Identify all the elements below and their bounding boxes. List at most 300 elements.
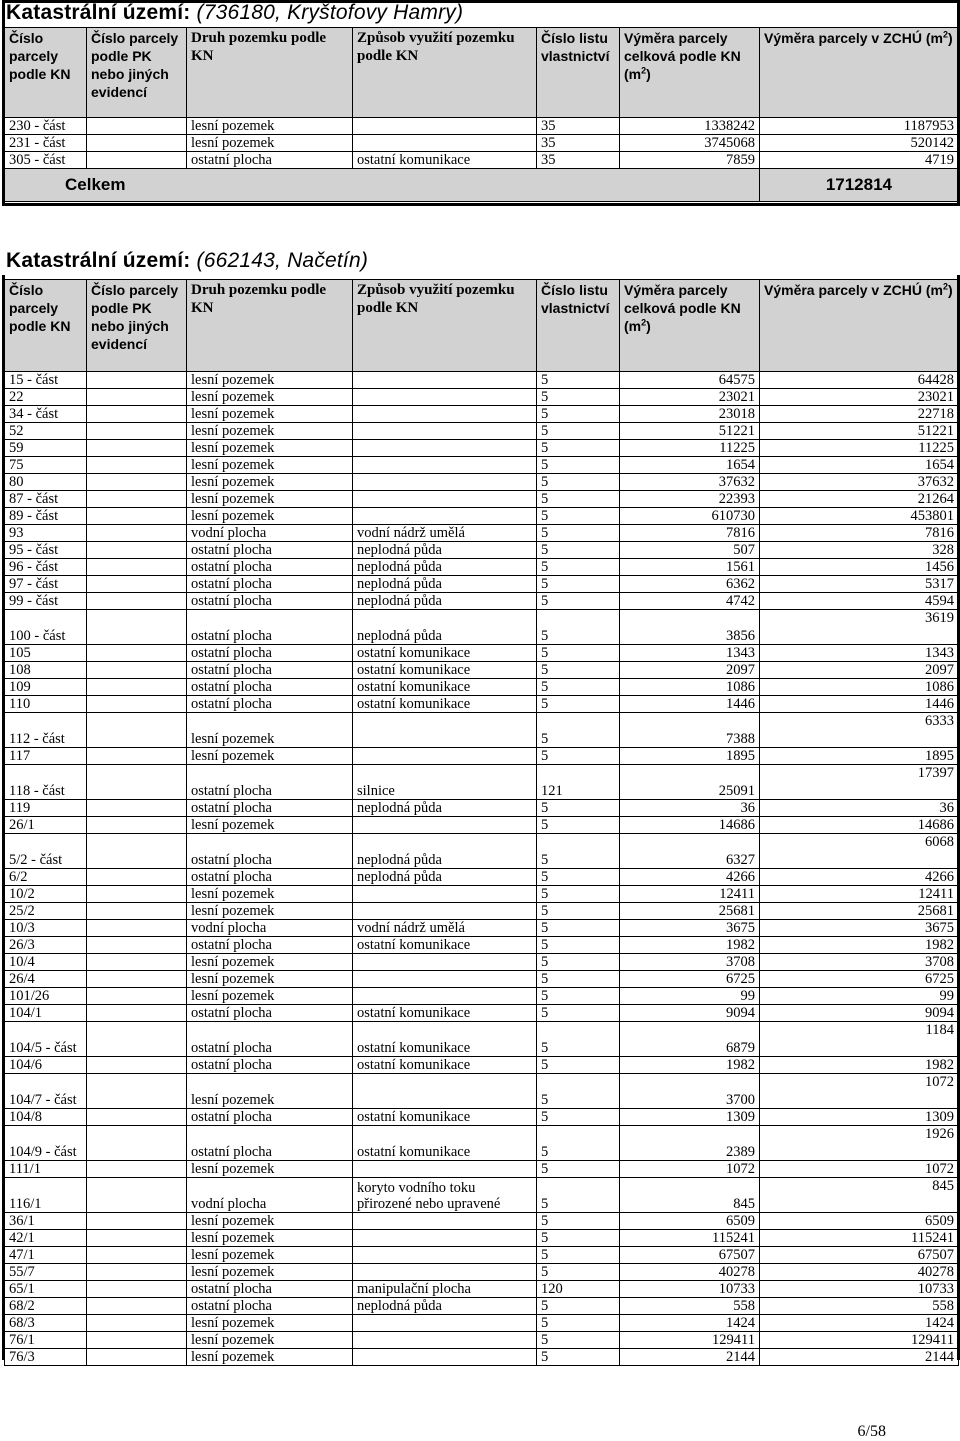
cell-col-area-total: 40278 (620, 1264, 760, 1281)
cell-col-land-type: ostatní plocha (187, 1005, 353, 1022)
cell-col-parcel-pk (87, 748, 187, 765)
cell-col-parcel-pk (87, 491, 187, 508)
cell-col-area-zchu: 6068 (760, 834, 959, 869)
cell-col-area-zchu: 17397 (760, 765, 959, 800)
cell-col-land-use: ostatní komunikace (353, 1126, 537, 1161)
table-row (5, 903, 959, 920)
cell-col-ownership-sheet: 5 (537, 988, 620, 1005)
cell-col-ownership-sheet: 5 (537, 389, 620, 406)
cell-col-parcel-kn: 230 - část (5, 118, 87, 135)
cell-col-land-type: lesní pozemek (187, 118, 353, 135)
cell-col-ownership-sheet: 35 (537, 118, 620, 135)
cell-col-parcel-pk (87, 679, 187, 696)
cell-col-land-type: lesní pozemek (187, 491, 353, 508)
cell-col-land-type: lesní pozemek (187, 713, 353, 748)
cell-col-parcel-pk (87, 508, 187, 525)
table-row (5, 765, 959, 800)
cell-col-parcel-pk (87, 389, 187, 406)
cell-col-ownership-sheet: 5 (537, 1109, 620, 1126)
cell-col-parcel-kn: 89 - část (5, 508, 87, 525)
cell-col-land-type: ostatní plocha (187, 662, 353, 679)
cell-col-land-type: lesní pozemek (187, 423, 353, 440)
cell-col-parcel-kn: 34 - část (5, 406, 87, 423)
cell-col-area-zchu: 558 (760, 1298, 959, 1315)
cell-col-land-use (353, 713, 537, 748)
cell-col-area-total: 12411 (620, 886, 760, 903)
table-row (5, 748, 959, 765)
cell-col-parcel-kn: 109 (5, 679, 87, 696)
table-row (5, 135, 959, 152)
cell-col-land-use (353, 903, 537, 920)
cell-col-parcel-kn: 99 - část (5, 593, 87, 610)
cell-col-area-total: 14686 (620, 817, 760, 834)
cell-col-parcel-pk (87, 1178, 187, 1213)
cell-col-land-use (353, 406, 537, 423)
cell-col-land-use (353, 372, 537, 389)
table-row (5, 1057, 959, 1074)
cell-col-area-zchu: 1343 (760, 645, 959, 662)
cell-col-land-use: neplodná půda (353, 869, 537, 886)
cell-col-area-total: 3700 (620, 1074, 760, 1109)
cell-col-land-type: ostatní plocha (187, 800, 353, 817)
cell-col-area-total: 115241 (620, 1230, 760, 1247)
cell-col-parcel-kn: 6/2 (5, 869, 87, 886)
section-1-table-header (5, 28, 959, 118)
cell-col-parcel-pk (87, 1126, 187, 1161)
table-row (5, 1247, 959, 1264)
cell-col-ownership-sheet: 120 (537, 1281, 620, 1298)
cell-col-area-total: 64575 (620, 372, 760, 389)
table-row (5, 1126, 959, 1161)
cell-col-parcel-kn: 87 - část (5, 491, 87, 508)
cell-col-area-total: 23021 (620, 389, 760, 406)
cell-col-ownership-sheet: 5 (537, 610, 620, 645)
cell-col-parcel-pk (87, 1213, 187, 1230)
cell-col-area-zchu: 328 (760, 542, 959, 559)
cell-col-area-total: 36 (620, 800, 760, 817)
cell-col-ownership-sheet: 5 (537, 920, 620, 937)
cell-col-land-type: lesní pozemek (187, 1213, 353, 1230)
header-col-parcel-kn: Číslo parcely podle KN (5, 280, 87, 372)
cell-col-area-zchu: 4266 (760, 869, 959, 886)
cell-col-land-use (353, 423, 537, 440)
cell-col-parcel-kn: 10/2 (5, 886, 87, 903)
cell-col-area-zchu: 22718 (760, 406, 959, 423)
cell-col-area-zchu: 12411 (760, 886, 959, 903)
cell-col-parcel-kn: 116/1 (5, 1178, 87, 1213)
cell-col-area-total: 6362 (620, 576, 760, 593)
cell-col-ownership-sheet: 5 (537, 1264, 620, 1281)
cell-col-land-use: ostatní komunikace (353, 152, 537, 169)
cell-col-ownership-sheet: 5 (537, 1005, 620, 1022)
cell-col-area-zchu: 1456 (760, 559, 959, 576)
cell-col-land-use (353, 1247, 537, 1264)
cell-col-area-zchu: 1187953 (760, 118, 959, 135)
cell-col-area-zchu: 115241 (760, 1230, 959, 1247)
table-row (5, 1349, 959, 1366)
cell-col-area-zchu: 14686 (760, 817, 959, 834)
cell-col-area-total: 507 (620, 542, 760, 559)
cell-col-parcel-pk (87, 1230, 187, 1247)
cell-col-parcel-pk (87, 662, 187, 679)
cell-col-land-type: ostatní plocha (187, 1057, 353, 1074)
cell-col-parcel-kn: 47/1 (5, 1247, 87, 1264)
cell-col-parcel-pk (87, 988, 187, 1005)
cell-col-ownership-sheet: 5 (537, 662, 620, 679)
cell-col-parcel-kn: 10/3 (5, 920, 87, 937)
table-row (5, 869, 959, 886)
cell-col-land-use (353, 817, 537, 834)
cell-col-area-zchu: 37632 (760, 474, 959, 491)
cell-col-land-type: lesní pozemek (187, 1074, 353, 1109)
cell-col-parcel-pk (87, 1298, 187, 1315)
cell-col-land-type: ostatní plocha (187, 765, 353, 800)
header-col-land-use: Způsob využití pozemku podle KN (353, 28, 537, 118)
cell-col-parcel-kn: 117 (5, 748, 87, 765)
cell-col-area-total: 1338242 (620, 118, 760, 135)
cell-col-land-type: ostatní plocha (187, 937, 353, 954)
cell-col-land-use: ostatní komunikace (353, 937, 537, 954)
cell-col-land-use: neplodná půda (353, 542, 537, 559)
table-row (5, 1005, 959, 1022)
cell-col-area-zchu: 11225 (760, 440, 959, 457)
cell-col-ownership-sheet: 5 (537, 971, 620, 988)
cell-col-land-type: vodní plocha (187, 920, 353, 937)
cell-col-area-total: 1982 (620, 937, 760, 954)
cell-col-parcel-kn: 118 - část (5, 765, 87, 800)
cell-col-area-zchu: 6725 (760, 971, 959, 988)
table-row (5, 834, 959, 869)
table-row (5, 988, 959, 1005)
table-row (5, 491, 959, 508)
cell-col-land-type: lesní pozemek (187, 971, 353, 988)
table-row (5, 1022, 959, 1057)
cell-col-land-use (353, 1332, 537, 1349)
cell-col-land-type: lesní pozemek (187, 886, 353, 903)
cell-col-parcel-kn: 110 (5, 696, 87, 713)
cell-col-ownership-sheet: 5 (537, 474, 620, 491)
cell-col-land-use: neplodná půda (353, 610, 537, 645)
cell-col-land-type: ostatní plocha (187, 679, 353, 696)
cell-col-area-total: 22393 (620, 491, 760, 508)
cell-col-land-use: neplodná půda (353, 576, 537, 593)
cell-col-parcel-kn: 26/1 (5, 817, 87, 834)
cell-col-land-use (353, 118, 537, 135)
cell-col-parcel-pk (87, 1332, 187, 1349)
cell-col-land-use (353, 988, 537, 1005)
table-row (5, 118, 959, 135)
header-row (5, 28, 959, 118)
cell-col-area-zchu: 36 (760, 800, 959, 817)
cell-col-parcel-kn: 15 - část (5, 372, 87, 389)
cell-col-parcel-pk (87, 542, 187, 559)
cell-col-area-zchu: 10733 (760, 1281, 959, 1298)
cell-col-area-zchu: 3675 (760, 920, 959, 937)
cell-col-parcel-pk (87, 1161, 187, 1178)
cell-col-ownership-sheet: 5 (537, 542, 620, 559)
cell-col-parcel-pk (87, 593, 187, 610)
cell-col-parcel-kn: 104/6 (5, 1057, 87, 1074)
cell-col-area-zchu: 1072 (760, 1074, 959, 1109)
cell-col-area-total: 2144 (620, 1349, 760, 1366)
table-row (5, 696, 959, 713)
cell-col-ownership-sheet: 5 (537, 1332, 620, 1349)
cell-col-area-total: 9094 (620, 1005, 760, 1022)
table-row (5, 406, 959, 423)
cell-col-area-zchu: 3708 (760, 954, 959, 971)
table-row (5, 372, 959, 389)
cell-col-ownership-sheet: 5 (537, 1213, 620, 1230)
cell-col-ownership-sheet: 5 (537, 1315, 620, 1332)
cell-col-area-zchu: 1926 (760, 1126, 959, 1161)
section-1-title-prefix: Katastrální území: (6, 1, 191, 24)
table-row (5, 1074, 959, 1109)
cell-col-parcel-kn: 22 (5, 389, 87, 406)
cell-col-parcel-kn: 104/1 (5, 1005, 87, 1022)
cell-col-land-use: ostatní komunikace (353, 1109, 537, 1126)
cell-col-land-type: lesní pozemek (187, 440, 353, 457)
cell-col-land-type: lesní pozemek (187, 372, 353, 389)
cell-col-land-use (353, 1213, 537, 1230)
cell-col-area-zchu: 1072 (760, 1161, 959, 1178)
cell-col-ownership-sheet: 5 (537, 1022, 620, 1057)
cell-col-parcel-pk (87, 525, 187, 542)
cell-col-parcel-pk (87, 1247, 187, 1264)
cell-col-land-use (353, 389, 537, 406)
cell-col-parcel-pk (87, 713, 187, 748)
table-row (5, 1178, 959, 1213)
cell-col-area-total: 6725 (620, 971, 760, 988)
cell-col-land-type: ostatní plocha (187, 1126, 353, 1161)
table-row (5, 440, 959, 457)
table-row (5, 817, 959, 834)
cell-col-ownership-sheet: 5 (537, 954, 620, 971)
table-row (5, 800, 959, 817)
cell-col-area-total: 23018 (620, 406, 760, 423)
cell-col-parcel-pk (87, 937, 187, 954)
cell-col-land-type: lesní pozemek (187, 1230, 353, 1247)
cell-col-parcel-kn: 97 - část (5, 576, 87, 593)
cell-col-area-total: 11225 (620, 440, 760, 457)
cell-col-land-type: lesní pozemek (187, 1264, 353, 1281)
cell-col-land-use: ostatní komunikace (353, 679, 537, 696)
cell-col-area-zchu: 520142 (760, 135, 959, 152)
cell-col-parcel-pk (87, 1074, 187, 1109)
cell-col-parcel-kn: 108 (5, 662, 87, 679)
cell-col-ownership-sheet: 5 (537, 576, 620, 593)
cell-col-parcel-kn: 26/3 (5, 937, 87, 954)
cell-col-parcel-pk (87, 920, 187, 937)
header-col-land-type: Druh pozemku podle KN (187, 28, 353, 118)
cell-col-parcel-kn: 68/2 (5, 1298, 87, 1315)
cell-col-parcel-kn: 105 (5, 645, 87, 662)
table-row (5, 662, 959, 679)
cell-col-ownership-sheet: 5 (537, 457, 620, 474)
cell-col-land-type: ostatní plocha (187, 869, 353, 886)
cell-col-land-use: silnice (353, 765, 537, 800)
cell-col-area-zchu: 4594 (760, 593, 959, 610)
section-2-title (6, 249, 368, 273)
cell-col-ownership-sheet: 5 (537, 1057, 620, 1074)
cell-col-area-zchu: 1895 (760, 748, 959, 765)
cell-col-land-type: ostatní plocha (187, 1281, 353, 1298)
cell-col-land-use: vodní nádrž umělá (353, 525, 537, 542)
table-row (5, 1332, 959, 1349)
cell-col-area-total: 6879 (620, 1022, 760, 1057)
cell-col-ownership-sheet: 5 (537, 1298, 620, 1315)
cell-col-area-total: 3675 (620, 920, 760, 937)
cell-col-area-total: 37632 (620, 474, 760, 491)
cell-col-land-type: ostatní plocha (187, 645, 353, 662)
cell-col-land-use (353, 1161, 537, 1178)
cell-col-land-use (353, 1264, 537, 1281)
cell-col-parcel-pk (87, 971, 187, 988)
cell-col-area-zchu: 1086 (760, 679, 959, 696)
table-row (5, 389, 959, 406)
cell-col-land-type: lesní pozemek (187, 748, 353, 765)
table-row (5, 593, 959, 610)
cell-col-ownership-sheet: 5 (537, 525, 620, 542)
cell-col-parcel-pk (87, 834, 187, 869)
cell-col-parcel-kn: 42/1 (5, 1230, 87, 1247)
table-row (5, 457, 959, 474)
cell-col-area-zchu: 1184 (760, 1022, 959, 1057)
cell-col-area-zchu: 1446 (760, 696, 959, 713)
cell-col-land-type: ostatní plocha (187, 1298, 353, 1315)
table-row (5, 1281, 959, 1298)
cell-col-area-zchu: 1424 (760, 1315, 959, 1332)
cell-col-land-use (353, 1230, 537, 1247)
cell-col-parcel-pk (87, 559, 187, 576)
cell-col-land-use: ostatní komunikace (353, 696, 537, 713)
cell-col-land-type: lesní pozemek (187, 1247, 353, 1264)
cell-col-parcel-pk (87, 372, 187, 389)
cell-col-parcel-pk (87, 765, 187, 800)
cell-col-parcel-pk (87, 869, 187, 886)
cell-col-parcel-kn: 100 - část (5, 610, 87, 645)
cell-col-area-zchu: 7816 (760, 525, 959, 542)
cell-col-parcel-pk (87, 406, 187, 423)
cell-col-land-use (353, 954, 537, 971)
header-col-ownership-sheet: Číslo listu vlastnictví (537, 28, 620, 118)
cell-col-ownership-sheet: 121 (537, 765, 620, 800)
cell-col-area-zchu: 1309 (760, 1109, 959, 1126)
header-col-area-total: Výměra parcely celková podle KN $(m^2)$ (620, 280, 760, 372)
table-row (5, 152, 959, 169)
cell-col-area-total: 1086 (620, 679, 760, 696)
cell-col-land-type: ostatní plocha (187, 1109, 353, 1126)
cell-col-land-type: lesní pozemek (187, 406, 353, 423)
cell-col-parcel-pk (87, 1109, 187, 1126)
cell-col-parcel-kn: 95 - část (5, 542, 87, 559)
table-row (5, 474, 959, 491)
cell-col-parcel-pk (87, 152, 187, 169)
cell-col-land-type: ostatní plocha (187, 834, 353, 869)
cell-col-parcel-pk (87, 1281, 187, 1298)
cell-col-area-zchu: 2144 (760, 1349, 959, 1366)
cell-col-parcel-kn: 5/2 - část (5, 834, 87, 869)
cell-col-area-zchu: 25681 (760, 903, 959, 920)
cell-col-area-zchu: 5317 (760, 576, 959, 593)
cell-col-ownership-sheet: 5 (537, 1230, 620, 1247)
cell-col-area-total: 7859 (620, 152, 760, 169)
table-row (5, 971, 959, 988)
cell-col-land-use: koryto vodního toku přirozené nebo upravené (353, 1178, 537, 1213)
header-col-parcel-kn: Číslo parcely podle KN (5, 28, 87, 118)
table-row (5, 576, 959, 593)
cell-col-ownership-sheet: 5 (537, 423, 620, 440)
cell-col-land-use (353, 491, 537, 508)
table-row (5, 559, 959, 576)
cell-col-area-total: 1343 (620, 645, 760, 662)
cell-col-parcel-kn: 231 - část (5, 135, 87, 152)
cell-col-area-total: 1895 (620, 748, 760, 765)
cell-col-ownership-sheet: 5 (537, 406, 620, 423)
header-col-ownership-sheet: Číslo listu vlastnictví (537, 280, 620, 372)
cell-col-parcel-pk (87, 696, 187, 713)
cell-col-parcel-kn: 93 (5, 525, 87, 542)
cell-col-area-zchu: 23021 (760, 389, 959, 406)
header-col-land-use: Způsob využití pozemku podle KN (353, 280, 537, 372)
cell-col-area-zchu: 1654 (760, 457, 959, 474)
cell-col-parcel-pk (87, 886, 187, 903)
cell-col-parcel-pk (87, 800, 187, 817)
cell-col-land-use: neplodná půda (353, 834, 537, 869)
cell-col-area-total: 1072 (620, 1161, 760, 1178)
header-col-land-type: Druh pozemku podle KN (187, 280, 353, 372)
cell-col-land-use: ostatní komunikace (353, 662, 537, 679)
cell-col-ownership-sheet: 5 (537, 869, 620, 886)
cell-col-land-use: neplodná půda (353, 800, 537, 817)
cell-col-ownership-sheet: 5 (537, 679, 620, 696)
section-2-table-body (5, 372, 959, 1366)
cell-col-land-use: manipulační plocha (353, 1281, 537, 1298)
cell-col-parcel-kn: 112 - část (5, 713, 87, 748)
total-label: Celkem (5, 169, 760, 202)
cell-col-land-type: lesní pozemek (187, 988, 353, 1005)
table-row (5, 1213, 959, 1230)
cell-col-ownership-sheet: 5 (537, 440, 620, 457)
table-row (5, 1264, 959, 1281)
cell-col-ownership-sheet: 5 (537, 372, 620, 389)
cell-col-parcel-kn: 76/1 (5, 1332, 87, 1349)
section-1-table (4, 27, 959, 202)
cell-col-area-total: 845 (620, 1178, 760, 1213)
cell-col-area-total: 2389 (620, 1126, 760, 1161)
cell-col-ownership-sheet: 5 (537, 886, 620, 903)
table-row (5, 1161, 959, 1178)
cell-col-land-use: neplodná půda (353, 593, 537, 610)
table-row (5, 679, 959, 696)
table-row (5, 954, 959, 971)
cell-col-area-zchu: 2097 (760, 662, 959, 679)
header-col-area-zchu: Výměra parcely v ZCHÚ $(m^2)$ (760, 28, 959, 118)
cell-col-area-total: 67507 (620, 1247, 760, 1264)
cell-col-ownership-sheet: 5 (537, 508, 620, 525)
cell-col-parcel-pk (87, 576, 187, 593)
cell-col-ownership-sheet: 5 (537, 593, 620, 610)
cell-col-land-type: lesní pozemek (187, 135, 353, 152)
cell-col-area-total: 1446 (620, 696, 760, 713)
cell-col-parcel-kn: 68/3 (5, 1315, 87, 1332)
cell-col-land-use: neplodná půda (353, 1298, 537, 1315)
cell-col-area-zchu: 67507 (760, 1247, 959, 1264)
cell-col-land-type: lesní pozemek (187, 1315, 353, 1332)
cell-col-parcel-kn: 104/5 - část (5, 1022, 87, 1057)
cell-col-land-use: ostatní komunikace (353, 645, 537, 662)
cell-col-area-zchu: 64428 (760, 372, 959, 389)
cell-col-area-zchu: 1982 (760, 1057, 959, 1074)
